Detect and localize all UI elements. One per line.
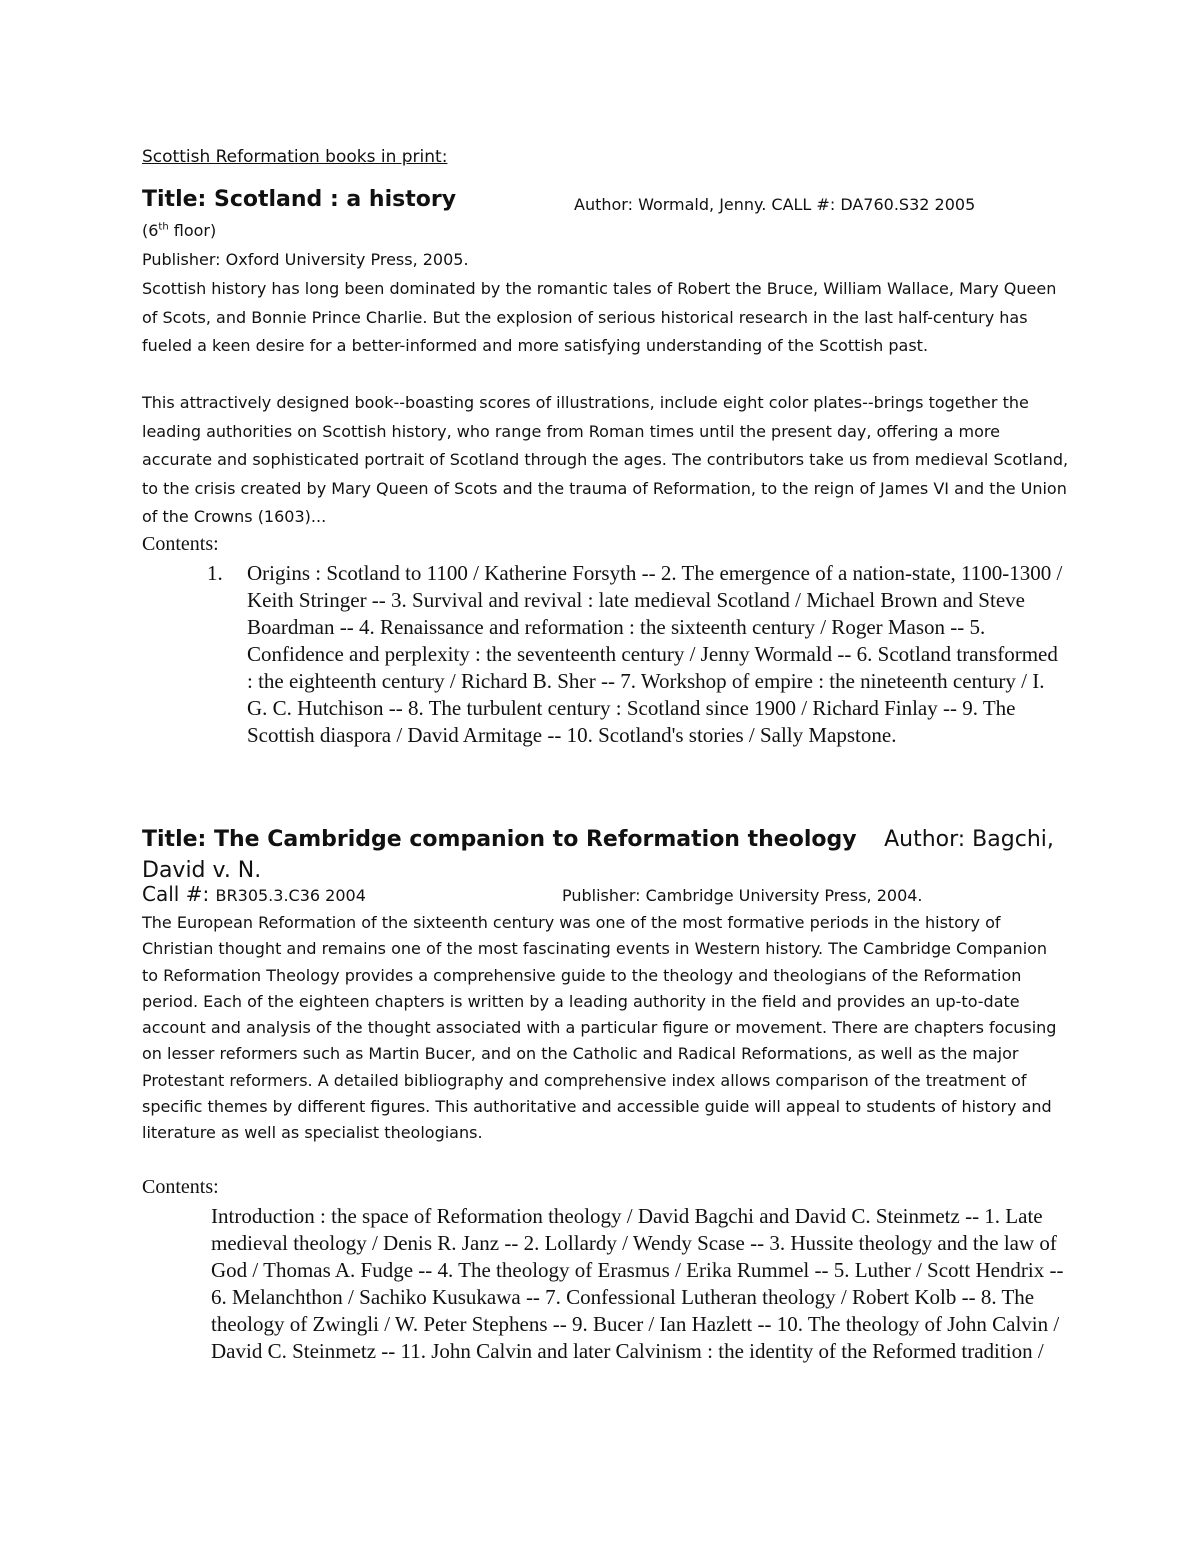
book1-location-pre: (6 [142,221,159,240]
book1-contents-list [207,560,1067,749]
book1-location-sup: th [158,221,169,233]
book1-description-2: This attractively designed book--boasting scores of illustrations, include eight color plates--brings together the leading authorities on Scottish history, who range from Roman times until the present day, offering a more accurate and sophisticated portrait of Scotland through the ages. The contributors take us from medieval Scotland, to the crisis created by Mary Queen of Scots and the trauma of Reformation, to the reign of James VI and the Union of the Crowns (1603)... [142,393,1069,526]
book1-title: Title: Scotland : a history [142,187,457,212]
book1-description-1: Scottish history has long been dominated by the romantic tales of Robert the Bruce, William Wallace, Mary Queen of Scots, and Bonnie Prince Charlie. But the explosion of serious historical research in the last half-century has fueled a keen desire for a better-informed and more satisfying understanding of the Scottish past. [142,279,1057,355]
page-heading: Scottish Reformation books in print: [142,147,448,167]
book2-author: Author: Bagchi, David v. N. [142,827,1054,883]
book1-author-call: Author: Wormald, Jenny. CALL #: DA760.S32 2005 [574,195,976,214]
book2-contents-label: Contents: [142,1176,219,1198]
book2-header [142,824,1082,886]
book1-header [142,187,1102,212]
book2-publisher: Publisher: Cambridge University Press, 2004. [562,886,923,905]
book1-contents-number: 1. [207,561,223,585]
book2-contents-text: Introduction : the space of Reformation theology / David Bagchi and David C. Steinmetz -- 1. Late medieval theology / Denis R. Janz -- 2. Lollardy / Wendy Scase -- 3. Hussite theology and the law of God / Thomas A. Fudge -- 4. The theology of Erasmus / Erika Rummel -- 5. Luther / Scott Hendrix -- 6. Melanchthon / Sachiko Kusukawa -- 7. Confessional Lutheran theology / Robert Kolb -- 8. The theology of Zwingli / W. Peter Stephens -- 9. Bucer / Ian Hazlett -- 10. The theology of John Calvin / David C. Steinmetz -- 11. John Calvin and later Calvinism : the identity of the Reformed tradition / [211,1204,1064,1363]
book2-call-value: BR305.3.C36 2004 [215,886,366,905]
book1-contents-text: Origins : Scotland to 1100 / Katherine Forsyth -- 2. The emergence of a nation-state, 1100-1300 / Keith Stringer -- 3. Survival and revival : late medieval Scotland / Michael Brown and Steve Boardman -- 4. Renaissance and reformation : the sixteenth century / Roger Mason -- 5. Confidence and perplexity : the seventeenth century / Jenny Wormald -- 6. Scotland transformed : the eighteenth century / Richard B. Sher -- 7. Workshop of empire : the nineteenth century / I. G. C. Hutchison -- 8. The turbulent century : Scotland since 1900 / Richard Finlay -- 9. The Scottish diaspora / David Armitage -- 10. Scotland's stories / Sally Mapstone. [247,561,1063,747]
book1-publisher: Publisher: Oxford University Press, 2005. [142,250,469,269]
book2-call-label: Call #: [142,882,216,906]
book1-contents-label: Contents: [142,533,219,555]
book2-title: Title: The Cambridge companion to Reformation theology [142,827,857,852]
book2-call-row [142,882,1102,906]
book1-location-post: floor) [168,221,217,240]
book1-location [142,221,216,240]
book2-description: The European Reformation of the sixteenth century was one of the most formative periods in the history of Christian thought and remains one of the most fascinating events in Western history. The Cambridge Companion to Reformation Theology provides a comprehensive guide to the theology and theologians of the Reformation period. Each of the eighteen chapters is written by a leading authority in the field and provides an up-to-date account and analysis of the thought associated with a particular figure or movement. There are chapters focusing on lesser reformers such as Martin Bucer, and on the Catholic and Radical Reformations, as well as the major Protestant reformers. A detailed bibliography and comprehensive index allows comparison of the treatment of specific themes by different figures. This authoritative and accessible guide will appeal to students of history and literature as well as specialist theologians. [142,913,1057,1143]
